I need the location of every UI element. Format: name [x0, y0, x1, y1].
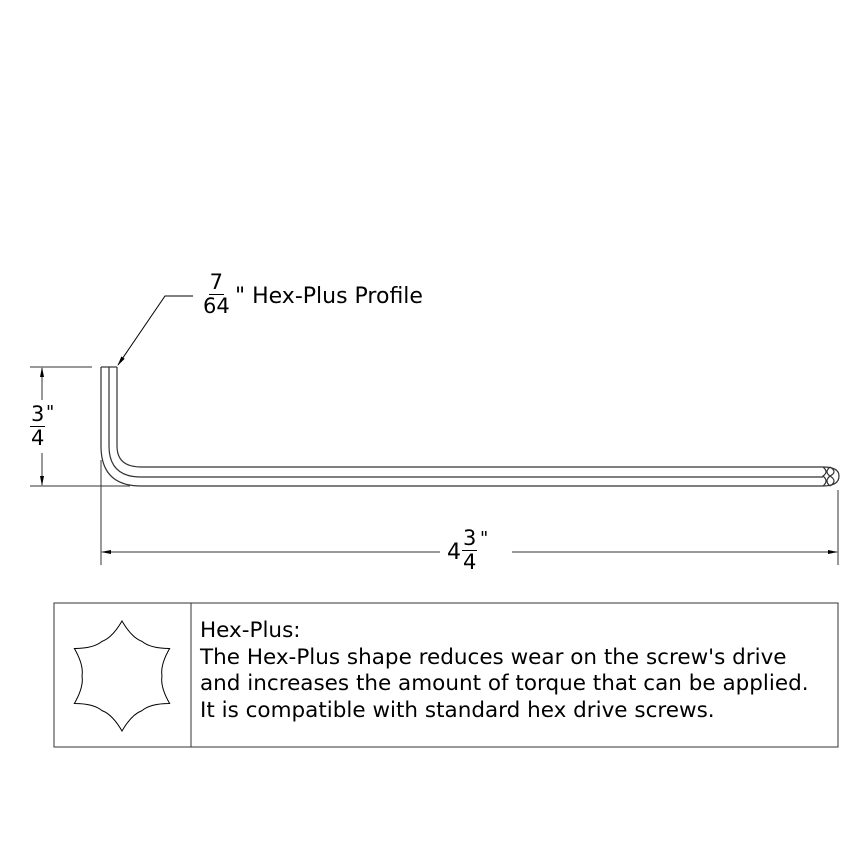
hex-plus-profile-icon	[74, 621, 169, 731]
length-denominator: 4	[463, 550, 477, 574]
info-description	[200, 618, 809, 724]
profile-numerator: 7	[209, 270, 224, 294]
height-denominator: 4	[31, 426, 45, 450]
info-title: Hex-Plus:	[200, 618, 301, 643]
length-unit: "	[480, 528, 489, 549]
info-line: It is compatible with standard hex drive screws.	[200, 697, 715, 723]
profile-fraction	[203, 272, 230, 317]
length-numerator: 3	[463, 526, 477, 550]
height-unit: "	[46, 402, 55, 423]
length-fraction	[462, 528, 477, 573]
height-numerator: 3	[31, 402, 45, 426]
length-whole: 4	[447, 540, 461, 565]
profile-label: " Hex-Plus Profile	[235, 284, 423, 309]
profile-leader	[118, 296, 193, 365]
info-line: and increases the amount of torque that can be applied.	[200, 671, 809, 696]
profile-denominator: 64	[203, 294, 230, 318]
info-line: The Hex-Plus shape reduces wear on the screw's drive	[200, 644, 787, 670]
hex-key-outline	[101, 367, 839, 486]
height-fraction	[30, 404, 45, 449]
